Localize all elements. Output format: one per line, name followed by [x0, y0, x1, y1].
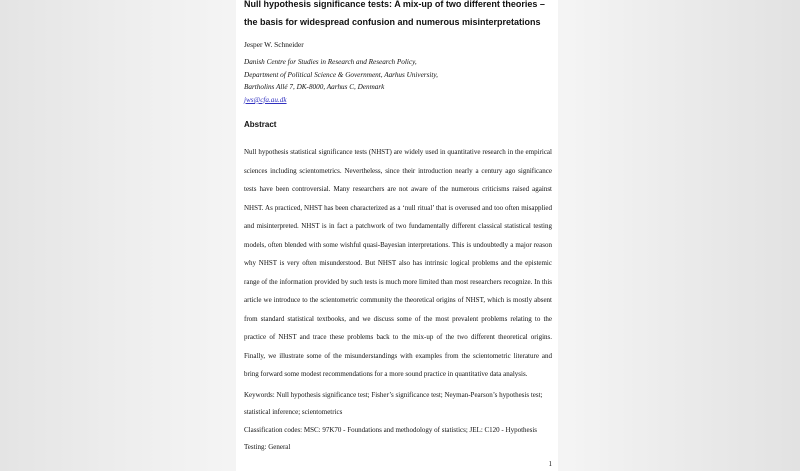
author-name: Jesper W. Schneider: [244, 40, 304, 49]
paper-title: Null hypothesis significance tests: A mix-up of two different theories – the basis for widespread confusion and numerous misinterpretations: [244, 0, 545, 27]
abstract-heading: Abstract: [244, 120, 277, 130]
keywords: Keywords: Null hypothesis significance test; Fisher’s significance test; Neyman-Pearson’s hypothesis test; statistical inference; scientometrics: [244, 390, 543, 417]
classification-codes: Classification codes: MSC: 97K70 - Foundations and methodology of statistics; JEL: C120 - Hypothesis Testing: General: [244, 425, 538, 452]
affiliation-line: Danish Centre for Studies in Research and Research Policy,: [244, 58, 417, 66]
email-link[interactable]: jws@cfa.au.dk: [244, 95, 287, 104]
keywords-block: [244, 387, 552, 457]
page-number: 1: [548, 459, 552, 468]
affiliation-line: Department of Political Science & Government, Aarhus University,: [244, 70, 438, 79]
affiliation-line: Bartholins Allé 7, DK-8000, Aarhus C, Denmark: [244, 83, 385, 92]
abstract-text: Null hypothesis statistical significance tests (NHST) are widely used in quantitative research in the empirical sciences including scientometrics. Nevertheless, since their introduction nearly a century ago significance tests have been controversial. Many researchers are not aware of the numerous criticisms raised against NHST. As practiced, NHST has been characterized as a ‘null ritual’ that is overused and too often misapplied and misinterpreted. NHST is in fact a patchwork of two fundamentally different classical statistical testing models, often blended with some wishful quasi-Bayesian interpretations. This is undoubtedly a major reason why NHST is very often misunderstood. But NHST also has intrinsic logical problems and the epistemic range of the information provided by such tests is much more limited than most researchers recognize. In this article we introduce to the scientometric community the theoretical origins of NHST, which is mostly absent from standard statistical textbooks, and we discuss some of the most prevalent problems relating to the practice of NHST and trace these problems back to the mix-up of the two different theoretical origins. Finally, we illustrate some of the misunderstandings with examples from the scientometric literature and bring forward some modest recommendations for a more sound practice in quantitative data analysis.: [244, 148, 552, 379]
affiliation: [244, 56, 552, 106]
document-page: [236, 0, 558, 471]
